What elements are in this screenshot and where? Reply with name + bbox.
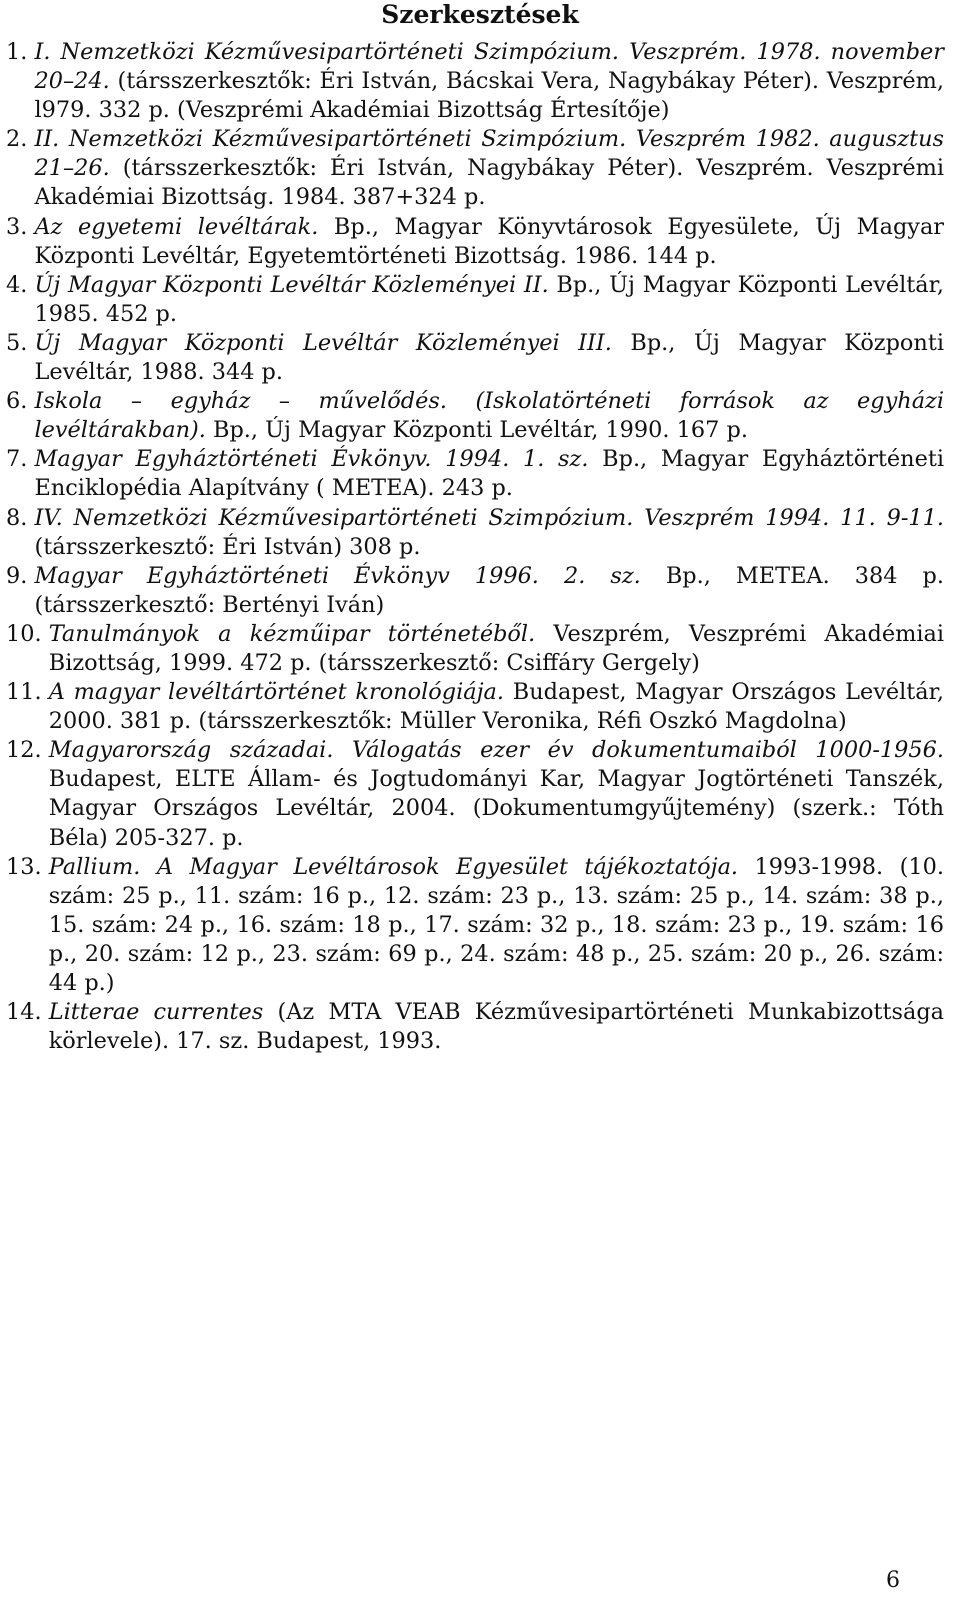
entry-title: Pallium. A Magyar Levéltárosok Egyesület tájékoztatója. bbox=[48, 853, 739, 880]
page-number: 6 bbox=[886, 1568, 900, 1593]
entry-text bbox=[34, 213, 944, 271]
bibliography-entry bbox=[6, 125, 944, 212]
entry-number: 4. bbox=[6, 271, 35, 298]
entry-title: Litterae currentes bbox=[48, 999, 264, 1026]
bibliography-entry bbox=[6, 853, 944, 998]
entry-details: Bp., METEA. 384 p. (társszerkesztő: Bertényi Iván) bbox=[34, 562, 944, 618]
entry-title: II. Nemzetközi Kézművesipartörténeti Szimpózium. Veszprém 1982. augusztus 21–26. bbox=[34, 126, 944, 182]
entry-text bbox=[34, 125, 944, 212]
entry-number: 6. bbox=[6, 388, 35, 415]
entry-details: Bp., Magyar Könyvtárosok Egyesülete, Új Magyar Központi Levéltár, Egyetemtörténeti Bizottság. 1986. 144 p. bbox=[34, 213, 944, 269]
bibliography-list bbox=[6, 38, 944, 1056]
bibliography-entry bbox=[6, 271, 944, 329]
entry-title: Új Magyar Központi Levéltár Közleményei III. bbox=[34, 329, 612, 356]
entry-number: 1. bbox=[6, 39, 35, 65]
bibliography-entry bbox=[6, 213, 944, 271]
entry-details: Bp., Új Magyar Központi Levéltár, 1985. 452 p. bbox=[34, 271, 945, 327]
entry-text bbox=[34, 504, 944, 562]
entry-details: Bp., Új Magyar Központi Levéltár, 1990. 167 p. bbox=[205, 417, 748, 444]
entry-details: (társszerkesztők: Éri István, Nagybákay Péter). Veszprém. Veszprémi Akadémiai Bizottság. 1984. 387+324 p. bbox=[34, 155, 944, 211]
entry-details: (Az MTA VEAB Kézművesipartörténeti Munkabizottsága körlevele). 17. sz. Budapest, 1993. bbox=[48, 999, 944, 1055]
entry-title: Magyarország századai. Válogatás ezer év dokumentumaiból 1000-1956. bbox=[48, 737, 944, 764]
bibliography-entry bbox=[6, 445, 944, 503]
entry-title: Magyar Egyháztörténeti Évkönyv. 1994. 1. sz. bbox=[34, 446, 589, 473]
entry-number: 7. bbox=[6, 446, 35, 473]
entry-number: 3. bbox=[6, 213, 35, 240]
entry-text bbox=[49, 678, 944, 736]
entry-text bbox=[34, 38, 944, 125]
entry-title: Új Magyar Központi Levéltár Közleményei II. bbox=[34, 271, 549, 298]
bibliography-entry bbox=[6, 504, 944, 562]
entry-title: A magyar levéltártörténet kronológiája. bbox=[48, 679, 504, 706]
entry-number: 2. bbox=[6, 126, 35, 153]
bibliography-entry bbox=[6, 736, 944, 852]
entry-number: 13. bbox=[6, 853, 49, 880]
entry-title: Az egyetemi levéltárak. bbox=[34, 213, 319, 240]
page-title: Szerkesztések bbox=[381, 0, 579, 29]
entry-details: 1993-1998. (10. szám: 25 p., 11. szám: 16 p., 12. szám: 23 p., 13. szám: 25 p., 14. szám: 38 p., 15. szám: 24 p., 16. szám: 18 p., 17. szám: 32 p., 18. szám: 23 p., 19. szám: 16 p., 20. szám: 12 p., 23. szám: 69 p., 24. szám: 48 p., 25. szám: 20 p., 26. szám: 44 p.) bbox=[48, 853, 944, 996]
entry-text bbox=[34, 562, 944, 620]
entry-number: 11. bbox=[6, 679, 49, 706]
entry-text bbox=[49, 620, 944, 678]
entry-number: 9. bbox=[6, 562, 35, 589]
entry-number: 12. bbox=[6, 737, 49, 764]
bibliography-entry bbox=[6, 38, 944, 125]
entry-details: Budapest, ELTE Állam- és Jogtudományi Kar, Magyar Jogtörténeti Tanszék, Magyar Országos Levéltár, 2004. (Dokumentumgyűjtemény) (szerk.: Tóth Béla) 205-327. p. bbox=[48, 766, 944, 851]
entry-title: IV. Nemzetközi Kézművesipartörténeti Szimpózium. Veszprém 1994. 11. 9-11. bbox=[34, 504, 944, 531]
entry-title: I. Nemzetközi Kézművesipartörténeti Szimpózium. Veszprém. 1978. november 20–24. bbox=[34, 39, 944, 95]
entry-number: 10. bbox=[6, 620, 49, 647]
entry-details: Bp., Új Magyar Központi Levéltár, 1988. 344 p. bbox=[34, 329, 944, 386]
entry-title: Magyar Egyháztörténeti Évkönyv 1996. 2. sz. bbox=[34, 562, 641, 589]
bibliography-entry bbox=[6, 329, 944, 387]
entry-text bbox=[49, 853, 944, 998]
entry-title: Iskola – egyház – művelődés. (Iskolatörténeti források az egyházi levéltárakban). bbox=[34, 388, 944, 444]
bibliography-entry bbox=[6, 387, 944, 445]
bibliography-entry bbox=[6, 678, 944, 736]
bibliography-entry bbox=[6, 998, 944, 1056]
entry-text bbox=[49, 736, 944, 852]
entry-details: Budapest, Magyar Országos Levéltár, 2000. 381 p. (társszerkesztők: Müller Veronika, Réfi Oszkó Magdolna) bbox=[48, 679, 944, 735]
entry-details: (társszerkesztők: Éri István, Bácskai Vera, Nagybákay Péter). Veszprém, l979. 332 p. (Veszprémi Akadémiai Bizottság Értesítője) bbox=[34, 68, 944, 124]
bibliography-entry bbox=[6, 562, 944, 620]
entry-text bbox=[49, 998, 944, 1056]
bibliography-entry bbox=[6, 620, 944, 678]
entry-number: 5. bbox=[6, 329, 35, 356]
entry-title: Tanulmányok a kézműipar történetéből. bbox=[48, 620, 536, 647]
entry-text bbox=[34, 445, 944, 503]
entry-text bbox=[34, 387, 944, 445]
entry-text bbox=[34, 329, 944, 387]
entry-text bbox=[34, 271, 944, 329]
entry-details: Bp., Magyar Egyháztörténeti Enciklopédia Alapítvány ( METEA). 243 p. bbox=[34, 446, 945, 502]
entry-number: 8. bbox=[6, 504, 35, 531]
entry-number: 14. bbox=[6, 999, 49, 1026]
entry-details: Veszprém, Veszprémi Akadémiai Bizottság, 1999. 472 p. (társszerkesztő: Csiffáry Gergely) bbox=[48, 620, 945, 676]
entry-details: (társszerkesztő: Éri István) 308 p. bbox=[34, 533, 421, 560]
